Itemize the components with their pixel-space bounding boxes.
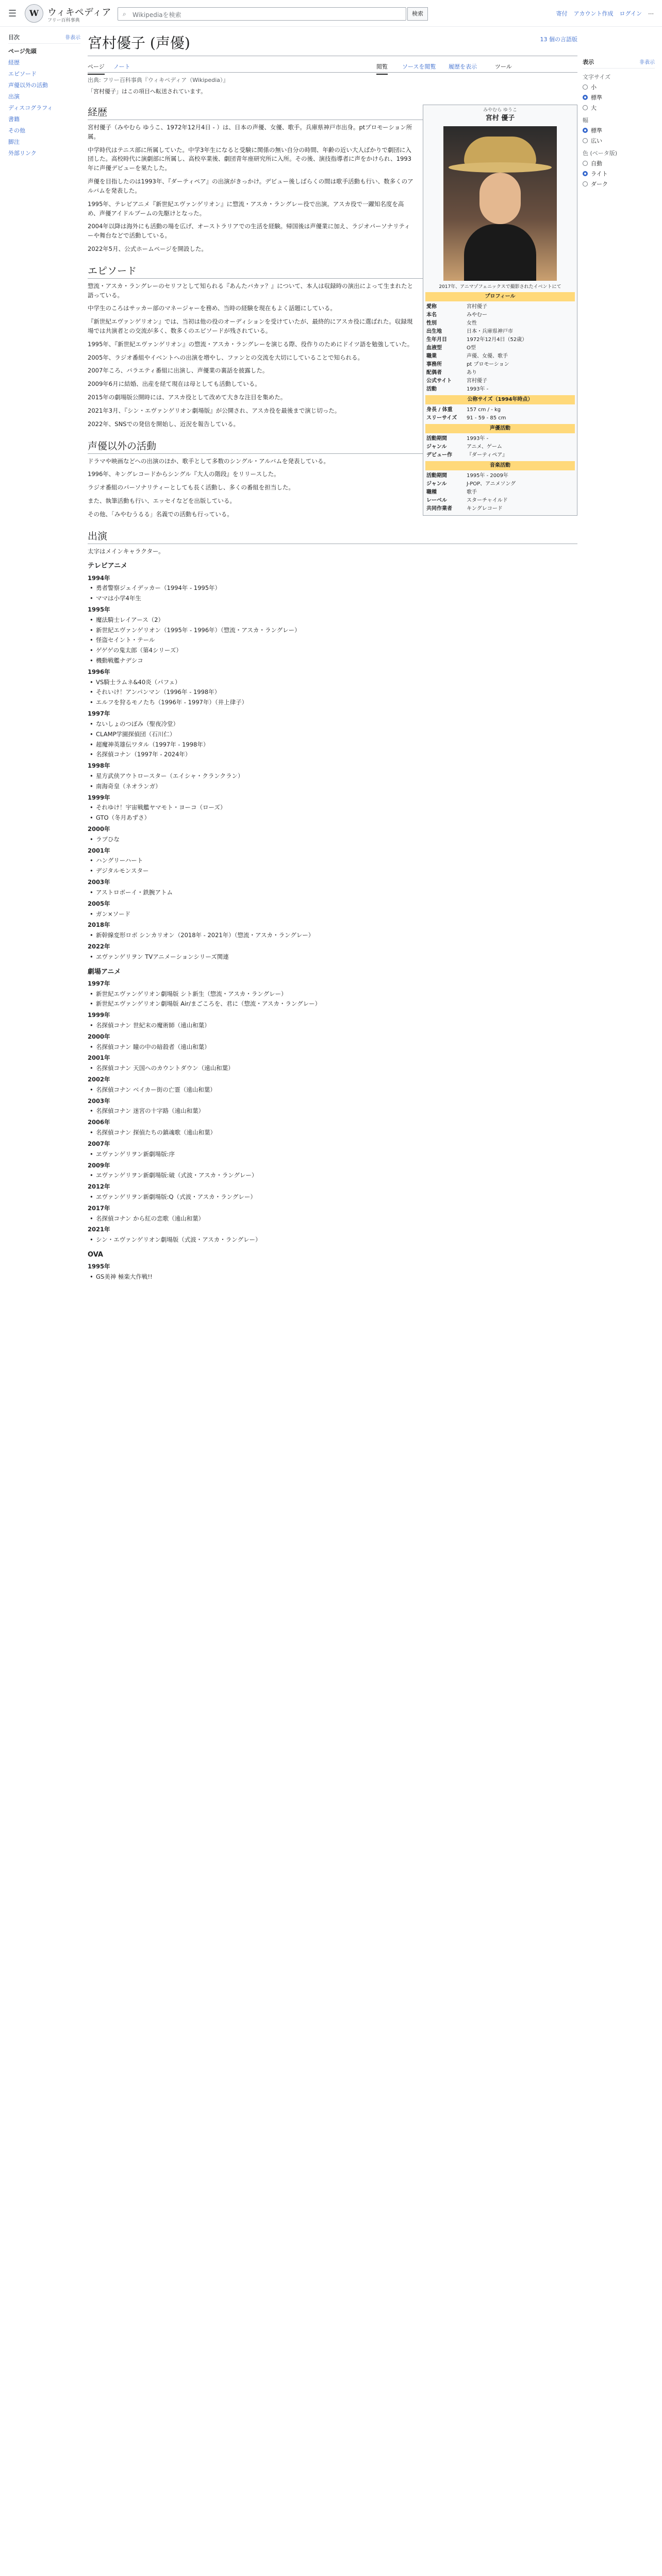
login-link[interactable]: ログイン (619, 10, 642, 17)
infobox-row (425, 328, 575, 336)
credit-item[interactable]: • 名探偵コナン 瞳の中の暗殺者（遠山和葉） (88, 1043, 577, 1052)
infobox-row (425, 443, 575, 451)
infobox-label: 共同作業者 (426, 506, 452, 512)
credit-list (88, 953, 577, 962)
other-paragraph: その他、「みやむうるる」名義での活動も行っている。 (88, 510, 233, 518)
credit-list (88, 1064, 577, 1073)
infobox-label: 本名 (426, 312, 437, 318)
credit-list (88, 910, 577, 919)
portrait-image[interactable] (443, 126, 557, 281)
year-heading: 2007年 (88, 1140, 110, 1147)
credit-item[interactable]: • 新幹線変形ロボ シンカリオン（2018年 - 2021年）（惣流・アスカ・ラングレー） (88, 931, 577, 940)
main-content (88, 32, 577, 1283)
site-subtitle: 出典: フリー百科事典『ウィキペディア（Wikipedia）』 (88, 77, 229, 83)
infobox-row (425, 480, 575, 488)
toc-title: 目次 非表示 (8, 33, 80, 44)
year-heading: 2021年 (88, 1226, 110, 1233)
tab-talk[interactable]: ノート (113, 63, 130, 70)
credit-item[interactable]: • 機動戦艦ナデシコ (88, 656, 577, 666)
toc-item[interactable]: 外部リンク (8, 150, 37, 157)
filmography-note: 太字はメインキャラクター。 (88, 547, 164, 555)
toc-item[interactable]: 脚注 (8, 139, 20, 145)
infobox-section-header: プロフィール (425, 292, 575, 301)
infobox-row (425, 369, 575, 377)
credit-item[interactable]: • VS騎士ラムネ&40炎（パフェ） (88, 678, 577, 687)
credit-list (88, 584, 577, 603)
toc-item[interactable]: その他 (8, 127, 25, 134)
radio-icon[interactable] (583, 128, 588, 133)
year-heading: 1997年 (88, 710, 110, 718)
redirect-hatnote: 「宮村優子」はこの項目へ転送されています。 (88, 88, 207, 95)
credit-item[interactable]: • ヱヴァンゲリヲン新劇場版:Q（式波・アスカ・ラングレー） (88, 1193, 577, 1202)
radio-icon[interactable] (583, 181, 588, 187)
article-body (88, 105, 577, 1282)
infobox-row (425, 352, 575, 361)
radio-icon[interactable] (583, 161, 588, 166)
infobox-label: 公式サイト (426, 378, 452, 384)
episode-heading: エピソード (88, 263, 577, 279)
infobox-label: 事務所 (426, 362, 442, 368)
toc-item[interactable]: 経歴 (8, 59, 20, 66)
tab-read[interactable]: 閲覧 (376, 62, 388, 75)
episode-paragraph: 2005年、ラジオ番組やイベントへの出演を増やし、ファンとの交流を大切にしていることで知られる。 (88, 353, 364, 361)
infobox-label: 出生地 (426, 329, 442, 335)
infobox-label: レーベル (426, 498, 447, 504)
infobox-value: O型 (467, 345, 476, 351)
infobox-label: 血液型 (426, 345, 442, 351)
search-input[interactable]: ⌕ Wikipediaを検索 (118, 7, 406, 21)
credit-list (88, 1214, 577, 1224)
site-wordmark[interactable]: ウィキペディア (47, 7, 111, 18)
credit-list (88, 1128, 577, 1138)
toc-hide-button[interactable]: 非表示 (65, 35, 80, 41)
search-icon: ⌕ (123, 10, 126, 18)
credit-list (88, 835, 577, 844)
account-links (550, 9, 654, 18)
appearance-option[interactable]: 標準 (583, 93, 655, 101)
radio-icon[interactable] (583, 105, 588, 110)
infobox-title: 宮村 優子 (485, 114, 515, 122)
infobox-value: キングレコード (467, 506, 503, 512)
year-heading: 2001年 (88, 1054, 110, 1062)
year-heading: 1999年 (88, 1011, 110, 1019)
credit-item[interactable]: • エルフを狩るモノたち（1996年 - 1997年）（井上律子） (88, 698, 577, 707)
episode-paragraph: 2015年の劇場版公開時には、アスカ役として改めて大きな注目を集めた。 (88, 394, 287, 401)
infobox-label: 職業 (426, 353, 437, 360)
infobox-label: 活動期間 (426, 436, 447, 442)
other-paragraph: ラジオ番組のパーソナリティーとしても長く活動し、多くの番組を担当した。 (88, 484, 294, 492)
credit-list (88, 931, 577, 940)
career-paragraph: 声優を目指したのは1993年、『ダーティペア』の出演がきっかけ。デビュー後しばらくの間は歌手活動も行い、数多くのアルバムを発表した。 (88, 178, 413, 194)
infobox-row (425, 311, 575, 319)
credit-item[interactable]: • 新世紀エヴァンゲリオン（1995年 - 1996年）（惣流・アスカ・ラングレー） (88, 626, 577, 635)
tab-page[interactable]: ページ (88, 62, 105, 75)
credit-list (88, 1150, 577, 1159)
credit-item[interactable]: • それいけ！アンパンマン（1996年 - 1998年） (88, 688, 577, 697)
toc-item[interactable]: 書籍 (8, 116, 20, 123)
infobox-value: 1995年 - 2009年 (467, 473, 508, 479)
infobox-section-header: 公称サイズ（1994年時点） (425, 395, 575, 404)
image-caption: 2017年、アニマゾフェニックスで撮影されたイベントにて (439, 284, 561, 290)
credit-item[interactable]: • GS美神 極楽大作戦!! (88, 1273, 577, 1282)
site-tagline: フリー百科事典 (47, 18, 80, 23)
credit-list (88, 1171, 577, 1180)
episode-paragraph: 2022年、SNSでの発信を開始し、近況を報告している。 (88, 420, 239, 428)
infobox (423, 105, 577, 516)
infobox-label: 職種 (426, 489, 437, 496)
career-paragraph: 2022年5月、公式ホームページを開設した。 (88, 245, 207, 252)
career-paragraph: 1995年、テレビアニメ『新世紀エヴァンゲリオン』に惣流・アスカ・ラングレー役で出演。アスカ役で一躍知名度を高め、声優アイドルブームの先駆けとなった。 (88, 200, 404, 217)
infobox-value: 歌手 (467, 489, 477, 496)
infobox-row (425, 435, 575, 443)
year-heading: 2018年 (88, 921, 110, 929)
year-heading: 2001年 (88, 846, 110, 854)
credit-item[interactable]: • 名探偵コナン 天国へのカウントダウン（遠山和葉） (88, 1064, 577, 1073)
infobox-value: pt プロモーション (467, 362, 509, 368)
credit-list (88, 1235, 577, 1245)
credit-item[interactable]: • ヱヴァンゲリヲン新劇場版:破（式波・アスカ・ラングレー） (88, 1171, 577, 1180)
infobox-row (425, 406, 575, 414)
year-heading: 2000年 (88, 825, 110, 833)
career-paragraph: 宮村優子（みやむら ゆうこ、1972年12月4日 - ）は、日本の声優、女優、歌手。兵庫県神戸市出身。ptプロモーション所属。 (88, 124, 412, 140)
credit-item[interactable]: • 南海奇皇（ネオランガ） (88, 782, 577, 791)
radio-icon[interactable] (583, 138, 588, 143)
toc-item[interactable]: 出演 (8, 93, 20, 100)
credit-item[interactable]: • 星方武侠アウトロースター（エイシャ・クランクラン） (88, 772, 577, 781)
wikipedia-logo-icon[interactable]: W (25, 4, 43, 23)
search-button[interactable]: 検索 (407, 7, 428, 21)
credit-item[interactable]: • 名探偵コナン 探偵たちの鎮魂歌（遠山和葉） (88, 1128, 577, 1138)
page-title: 宮村優子 (声優) (88, 32, 577, 56)
credit-item[interactable]: • デジタルモンスター (88, 867, 577, 876)
infobox-value: 1972年12月4日（52歳） (467, 337, 527, 343)
infobox-label: デビュー作 (426, 452, 452, 459)
credit-list (88, 720, 577, 759)
table-of-contents (8, 33, 80, 160)
infobox-value: 宮村優子 (467, 304, 487, 310)
credit-list (88, 772, 577, 791)
other-heading: 声優以外の活動 (88, 438, 577, 454)
episode-paragraph: 中学生のころはサッカー部のマネージャーを務め、当時の経験を現在もよく話題にしている。 (88, 304, 336, 312)
infobox-value: みやむー (467, 312, 487, 318)
infobox-label: スリーサイズ (426, 415, 457, 421)
credit-item[interactable]: • アストロボーイ・鉄腕アトム (88, 888, 577, 897)
year-heading: 1995年 (88, 605, 110, 613)
credit-item[interactable]: • それゆけ！宇宙戦艦ヤマモト・ヨーコ（ローズ） (88, 803, 577, 812)
radio-icon[interactable] (583, 84, 588, 90)
appearance-option[interactable]: 標準 (583, 126, 655, 134)
tv-anime-heading: テレビアニメ (88, 562, 128, 570)
credit-list (88, 1021, 577, 1030)
credit-list (88, 856, 577, 876)
toc-item[interactable]: ページ先頭 (8, 48, 37, 55)
infobox-value: 157 cm / - kg (467, 407, 501, 413)
infobox-row (425, 361, 575, 369)
page-tabs (88, 56, 577, 73)
infobox-label: 活動 (426, 386, 437, 393)
ova-heading: OVA (88, 1251, 103, 1259)
episode-paragraph: 2021年3月、『シン・エヴァンゲリオン劇場版』が公開され、アスカ役を最後まで演じ切った。 (88, 406, 341, 414)
infobox-value: 女性 (467, 320, 477, 327)
more-icon[interactable]: ⋯ (648, 10, 654, 17)
site-header (0, 0, 662, 27)
credit-item[interactable]: • 新世紀エヴァンゲリオン劇場版 Air/まごころを、君に（惣流・アスカ・ラングレー） (88, 999, 577, 1009)
infobox-section-header: 声優活動 (425, 424, 575, 433)
credit-list (88, 990, 577, 1009)
other-paragraph: 1996年、キングレコードからシングル『大人の階段』をリリースした。 (88, 470, 280, 478)
credit-item[interactable]: • ガン×ソード (88, 910, 577, 919)
infobox-row (425, 497, 575, 505)
year-heading: 1995年 (88, 1263, 110, 1270)
appearance-option[interactable]: ライト (583, 170, 655, 178)
infobox-label: 身長 / 体重 (426, 407, 453, 413)
other-paragraph: ドラマや映画などへの出演のほか、歌手として多数のシングル・アルバムを発表している。 (88, 457, 329, 465)
appearance-option[interactable]: 自動 (583, 159, 655, 167)
credit-item[interactable]: • 名探偵コナン（1997年 - 2024年） (88, 750, 577, 759)
year-heading: 2000年 (88, 1032, 110, 1040)
film-anime-heading: 劇場アニメ (88, 968, 121, 976)
credit-item[interactable]: • 怪盗セイント・テール (88, 636, 577, 645)
infobox-value: J-POP、アニメソング (467, 481, 516, 487)
year-heading: 2017年 (88, 1204, 110, 1212)
appearance-option[interactable]: 広い (583, 137, 655, 145)
credit-item[interactable]: • ヱヴァンゲリヲン新劇場版:序 (88, 1150, 577, 1159)
infobox-row (425, 505, 575, 513)
infobox-row (425, 319, 575, 328)
infobox-reading: みやむら ゆうこ (483, 108, 517, 113)
credit-list (88, 888, 577, 897)
episode-paragraph: 2009年6月に結婚、出産を経て現在は母としても活動している。 (88, 380, 261, 388)
credit-item[interactable]: • 名探偵コナン 迷宮の十字路（遠山和葉） (88, 1107, 577, 1116)
infobox-label: ジャンル (426, 444, 447, 450)
infobox-row (425, 472, 575, 480)
infobox-row (425, 488, 575, 497)
credit-item[interactable]: • GTO（冬月あずさ） (88, 814, 577, 823)
credit-list (88, 1107, 577, 1116)
year-heading: 2009年 (88, 1161, 110, 1169)
appearance-panel (583, 58, 655, 190)
infobox-label: 配偶者 (426, 370, 442, 376)
infobox-value: 1993年 - (467, 436, 489, 442)
credit-item[interactable]: • 勇者警察ジェイデッカー（1994年 - 1995年） (88, 584, 577, 593)
appearance-option[interactable]: 小 (583, 83, 655, 91)
year-heading: 1999年 (88, 793, 110, 801)
infobox-value: 1993年 - (467, 386, 489, 393)
credit-item[interactable]: • 新世紀エヴァンゲリオン劇場版 シト新生（惣流・アスカ・ラングレー） (88, 990, 577, 999)
credit-item[interactable]: • ヱヴァンゲリヲン TVアニメーションシリーズ関連 (88, 953, 577, 962)
year-heading: 2003年 (88, 878, 110, 886)
credit-item[interactable]: • ラブひな (88, 835, 577, 844)
infobox-value: アニメ、ゲーム (467, 444, 502, 450)
credit-item[interactable]: • ハングリーハート (88, 856, 577, 866)
infobox-row (425, 385, 575, 394)
appearance-option[interactable]: ダーク (583, 180, 655, 188)
career-heading: 経歴 (88, 105, 577, 120)
credit-list (88, 1043, 577, 1052)
credit-list (88, 803, 577, 823)
career-paragraph: 中学時代はテニス部に所属していた。中学3年生になると受験に関係の無い自分の時間、年齢の近い大人ばかりで劇団に入団した。高校時代に演劇部に所属し、高校卒業後、劇団青年座研究所に入所。その後、演技指導者に声をかけられ、1993年に声優デビューを果たした。 (88, 146, 411, 172)
appearance-option[interactable]: 大 (583, 104, 655, 112)
infobox-value: 91 - 59 - 85 cm (467, 415, 506, 421)
year-heading: 2012年 (88, 1183, 110, 1191)
appearance-title: 表示 非表示 (583, 58, 655, 69)
infobox-label: 愛称 (426, 304, 437, 310)
year-heading: 2002年 (88, 1076, 110, 1083)
credit-item[interactable]: • 魔法騎士レイアース（2） (88, 616, 577, 625)
appearance-group-label: 文字サイズ (583, 74, 611, 80)
filmography-heading: 出演 (88, 529, 577, 544)
infobox-label: 性別 (426, 320, 437, 327)
infobox-label: 活動期間 (426, 473, 447, 479)
toc-item[interactable]: ディスコグラフィ (8, 105, 53, 111)
credit-list (88, 616, 577, 666)
year-heading: 1996年 (88, 668, 110, 675)
episode-paragraph: 1995年、『新世紀エヴァンゲリオン』の惣流・アスカ・ラングレーを演じる際、役作りのためにドイツ語を勉強していた。 (88, 340, 413, 348)
radio-icon[interactable] (583, 95, 588, 100)
year-heading: 2003年 (88, 1097, 110, 1105)
credit-item[interactable]: • CLAMP学園探偵団（石川仁） (88, 730, 577, 739)
infobox-row (425, 451, 575, 460)
credit-list (88, 1273, 577, 1282)
appearance-group-label: 色 (ベータ版) (583, 150, 618, 157)
episode-paragraph: 2007年ころ、バラエティ番組に出演し、声優業の裏話を披露した。 (88, 367, 269, 375)
credit-item[interactable]: • 名探偵コナン から紅の恋歌（遠山和葉） (88, 1214, 577, 1224)
infobox-value: 宮村優子 (467, 378, 487, 384)
year-heading: 1997年 (88, 979, 110, 987)
year-heading: 2006年 (88, 1118, 110, 1126)
toc-item[interactable]: 声優以外の活動 (8, 82, 48, 89)
infobox-value: 声優、女優、歌手 (467, 353, 508, 360)
toc-item[interactable]: エピソード (8, 71, 37, 77)
credit-list (88, 1086, 577, 1095)
infobox-row (425, 344, 575, 352)
infobox-row (425, 336, 575, 344)
infobox-value: スターチャイルド (467, 498, 508, 504)
infobox-label: 生年月日 (426, 337, 447, 343)
episode-paragraph: 『新世紀エヴァンゲリオン』では、当初は他の役のオーディションを受けていたが、最終的にアスカ役に選ばれた。収録現場では共演者との交流が多く、数多くのエピソードが残されている。 (88, 318, 413, 334)
credit-item[interactable]: • 名探偵コナン 世紀末の魔術師（遠山和葉） (88, 1021, 577, 1030)
tab-history[interactable]: 履歴を表示 (449, 63, 477, 70)
episode-paragraph: 惣流・アスカ・ラングレーのセリフとして知られる『あんたバカァ？』について、本人は収録時の演出によって生まれたと語っている。 (88, 282, 413, 299)
career-paragraph: 2004年以降は海外にも活動の場を広げ、オーストラリアでの生活を経験。帰国後は声優業に加え、ラジオパーソナリティーや舞台などで活動している。 (88, 223, 410, 240)
credit-list (88, 1193, 577, 1202)
appearance-group-label: 幅 (583, 117, 588, 124)
year-heading: 1998年 (88, 762, 110, 770)
year-heading: 1994年 (88, 574, 110, 582)
donate-link[interactable]: 寄付 (556, 10, 568, 17)
infobox-row (425, 414, 575, 422)
credit-list (88, 678, 577, 707)
infobox-value: 『ダーティペア』 (467, 452, 508, 459)
credit-item[interactable]: • ゲゲゲの鬼太郎（第4シリーズ） (88, 646, 577, 655)
infobox-label: ジャンル (426, 481, 447, 487)
credit-item[interactable]: • シン・エヴァンゲリオン劇場版（式波・アスカ・ラングレー） (88, 1235, 577, 1245)
appearance-hide-button[interactable]: 非表示 (639, 60, 655, 65)
language-button[interactable]: 13 個の言語版 (540, 36, 577, 43)
create-account-link[interactable]: アカウント作成 (573, 10, 614, 17)
credit-item[interactable]: • ないしょのつぼみ（聖夜冷堂） (88, 720, 577, 729)
year-heading: 2005年 (88, 900, 110, 907)
infobox-value: あり (467, 370, 477, 376)
infobox-value: 日本・兵庫県神戸市 (467, 329, 513, 335)
other-paragraph: また、執筆活動も行い、エッセイなどを出版している。 (88, 497, 236, 504)
year-heading: 2022年 (88, 942, 110, 950)
infobox-section-header: 音楽活動 (425, 461, 575, 470)
menu-icon[interactable]: ☰ (8, 8, 17, 19)
radio-icon[interactable] (583, 171, 588, 176)
credit-item[interactable]: • ママは小学4年生 (88, 594, 577, 603)
infobox-row (425, 303, 575, 311)
infobox-row (425, 377, 575, 385)
credit-item[interactable]: • 名探偵コナン ベイカー街の亡霊（遠山和葉） (88, 1086, 577, 1095)
tab-view-source[interactable]: ソースを閲覧 (402, 63, 436, 70)
credit-item[interactable]: • 超魔神英雄伝ワタル（1997年 - 1998年） (88, 740, 577, 750)
tab-tools[interactable]: ツール (495, 63, 512, 70)
